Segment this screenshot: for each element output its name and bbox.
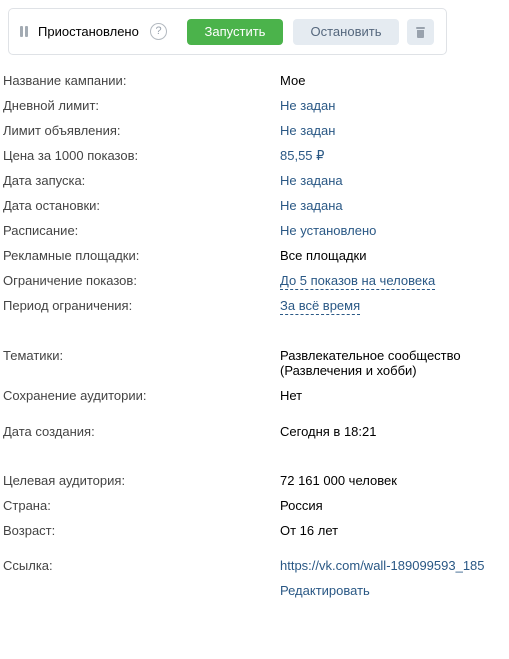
limit-period-dropdown[interactable]: За всё время [280, 298, 361, 313]
ad-limit-link[interactable]: Не задан [280, 123, 336, 138]
detail-label: Дата создания: [3, 424, 95, 439]
detail-row-schedule [0, 223, 509, 241]
detail-label: Рекламные площадки: [3, 248, 140, 263]
detail-row-daily-limit [0, 98, 509, 116]
schedule-link[interactable]: Не установлено [280, 223, 377, 238]
pause-icon [20, 26, 29, 37]
detail-label: Страна: [3, 498, 51, 513]
edit-link[interactable]: Редактировать [280, 583, 370, 598]
detail-label: Ссылка: [3, 558, 53, 573]
campaign-status-bar [8, 8, 447, 55]
detail-row-stop-date [0, 198, 509, 216]
detail-label: Цена за 1000 показов: [3, 148, 139, 163]
start-button[interactable]: Запустить [187, 19, 283, 45]
detail-label: Расписание: [3, 223, 79, 238]
detail-label: Лимит объявления: [3, 123, 121, 138]
detail-row-topics [0, 348, 509, 380]
detail-value: Нет [280, 388, 303, 403]
detail-value: 72 161 000 человек [280, 473, 397, 488]
detail-row-limit-period [0, 298, 509, 316]
detail-row-campaign-name [0, 73, 509, 91]
detail-row-country [0, 498, 509, 516]
edit-row [0, 583, 509, 601]
detail-value: Развлекательное сообщество (Развлечения и хобби) [280, 348, 461, 378]
detail-row-start-date [0, 173, 509, 191]
detail-label: Дата остановки: [3, 198, 101, 213]
detail-row-created-date [0, 424, 509, 442]
detail-row-ad-limit [0, 123, 509, 141]
detail-value: Россия [280, 498, 323, 513]
stop-button[interactable]: Остановить [293, 19, 399, 45]
price-link[interactable]: 85,55 ₽ [280, 148, 325, 163]
detail-label: Ограничение показов: [3, 273, 137, 288]
post-link[interactable]: https://vk.com/wall-189099593_185 [280, 558, 485, 573]
detail-label: Тематики: [3, 348, 64, 363]
detail-label: Возраст: [3, 523, 56, 538]
detail-row-target-audience [0, 473, 509, 491]
status-label: Приостановлено [38, 24, 139, 39]
detail-row-impression-limit [0, 273, 509, 291]
detail-label: Период ограничения: [3, 298, 133, 313]
detail-row-age [0, 523, 509, 541]
detail-value: Мое [280, 73, 306, 88]
delete-button[interactable] [407, 19, 434, 45]
detail-label: Целевая аудитория: [3, 473, 126, 488]
help-icon[interactable]: ? [150, 23, 167, 40]
detail-row-link [0, 558, 509, 576]
detail-row-price [0, 148, 509, 166]
detail-label: Дневной лимит: [3, 98, 100, 113]
trash-icon [416, 27, 425, 38]
detail-row-audience-saving [0, 388, 509, 406]
detail-label: Дата запуска: [3, 173, 86, 188]
detail-value: От 16 лет [280, 523, 339, 538]
detail-row-ad-platforms [0, 248, 509, 266]
impression-limit-dropdown[interactable]: До 5 показов на человека [280, 273, 436, 288]
stop-date-link[interactable]: Не задана [280, 198, 343, 213]
daily-limit-link[interactable]: Не задан [280, 98, 336, 113]
detail-label: Название кампании: [3, 73, 127, 88]
detail-value: Сегодня в 18:21 [280, 424, 377, 439]
detail-label: Сохранение аудитории: [3, 388, 147, 403]
detail-value: Все площадки [280, 248, 367, 263]
start-date-link[interactable]: Не задана [280, 173, 343, 188]
